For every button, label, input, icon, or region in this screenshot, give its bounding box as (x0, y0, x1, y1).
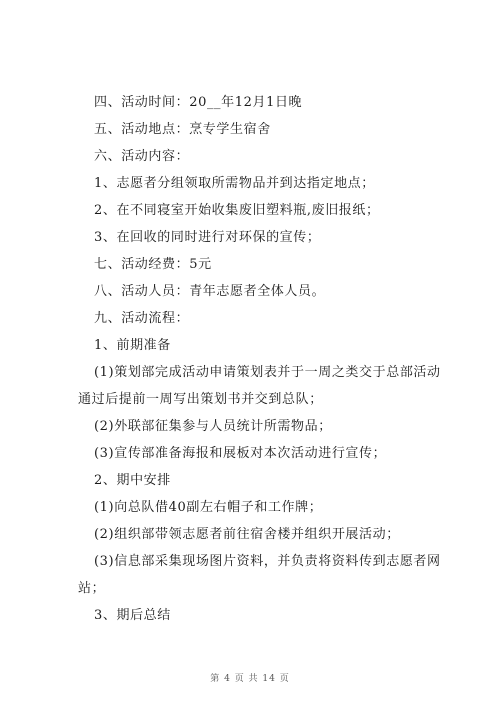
phase-2-item-3-continued: 站； (78, 581, 106, 596)
phase-2-item-3: (3)信息部采集现场图片资料，并负责将资料传到志愿者网 (94, 554, 441, 569)
phase-2-item-1: (1)向总队借40副左右帽子和工作牌； (94, 500, 323, 515)
content-item-2: 2、在不同寝室开始收集废旧塑料瓶,废旧报纸； (94, 203, 380, 218)
phase-1-item-3: (3)宣传部准备海报和展板对本次活动进行宣传； (94, 446, 387, 461)
phase-2-item-2: (2)组织部带领志愿者前往宿舍楼并组织开展活动； (94, 527, 400, 542)
page-number-footer: 第 4 页 共 14 页 (210, 674, 290, 684)
section-activity-time: 四、活动时间：20__年12月1日晚 (94, 95, 303, 110)
section-activity-content: 六、活动内容： (94, 149, 190, 164)
content-item-3: 3、在回收的同时进行对环保的宣传； (94, 230, 321, 245)
section-activity-location: 五、活动地点：烹专学生宿舍 (94, 122, 271, 137)
process-phase-3-heading: 3、期后总结 (94, 608, 171, 623)
section-activity-process: 九、活动流程： (94, 311, 190, 326)
process-phase-1-heading: 1、前期准备 (94, 338, 171, 353)
process-phase-2-heading: 2、期中安排 (94, 473, 171, 488)
section-activity-personnel: 八、活动人员：青年志愿者全体人员。 (94, 284, 326, 299)
content-item-1: 1、志愿者分组领取所需物品并到达指定地点； (94, 176, 375, 191)
section-activity-budget: 七、活动经费：5元 (94, 257, 212, 272)
phase-1-item-1: (1)策划部完成活动申请策划表并于一周之类交于总部活动 (94, 365, 441, 380)
phase-1-item-1-continued: 通过后提前一周写出策划书并交到总队； (78, 392, 323, 407)
phase-1-item-2: (2)外联部征集参与人员统计所需物品； (94, 419, 332, 434)
